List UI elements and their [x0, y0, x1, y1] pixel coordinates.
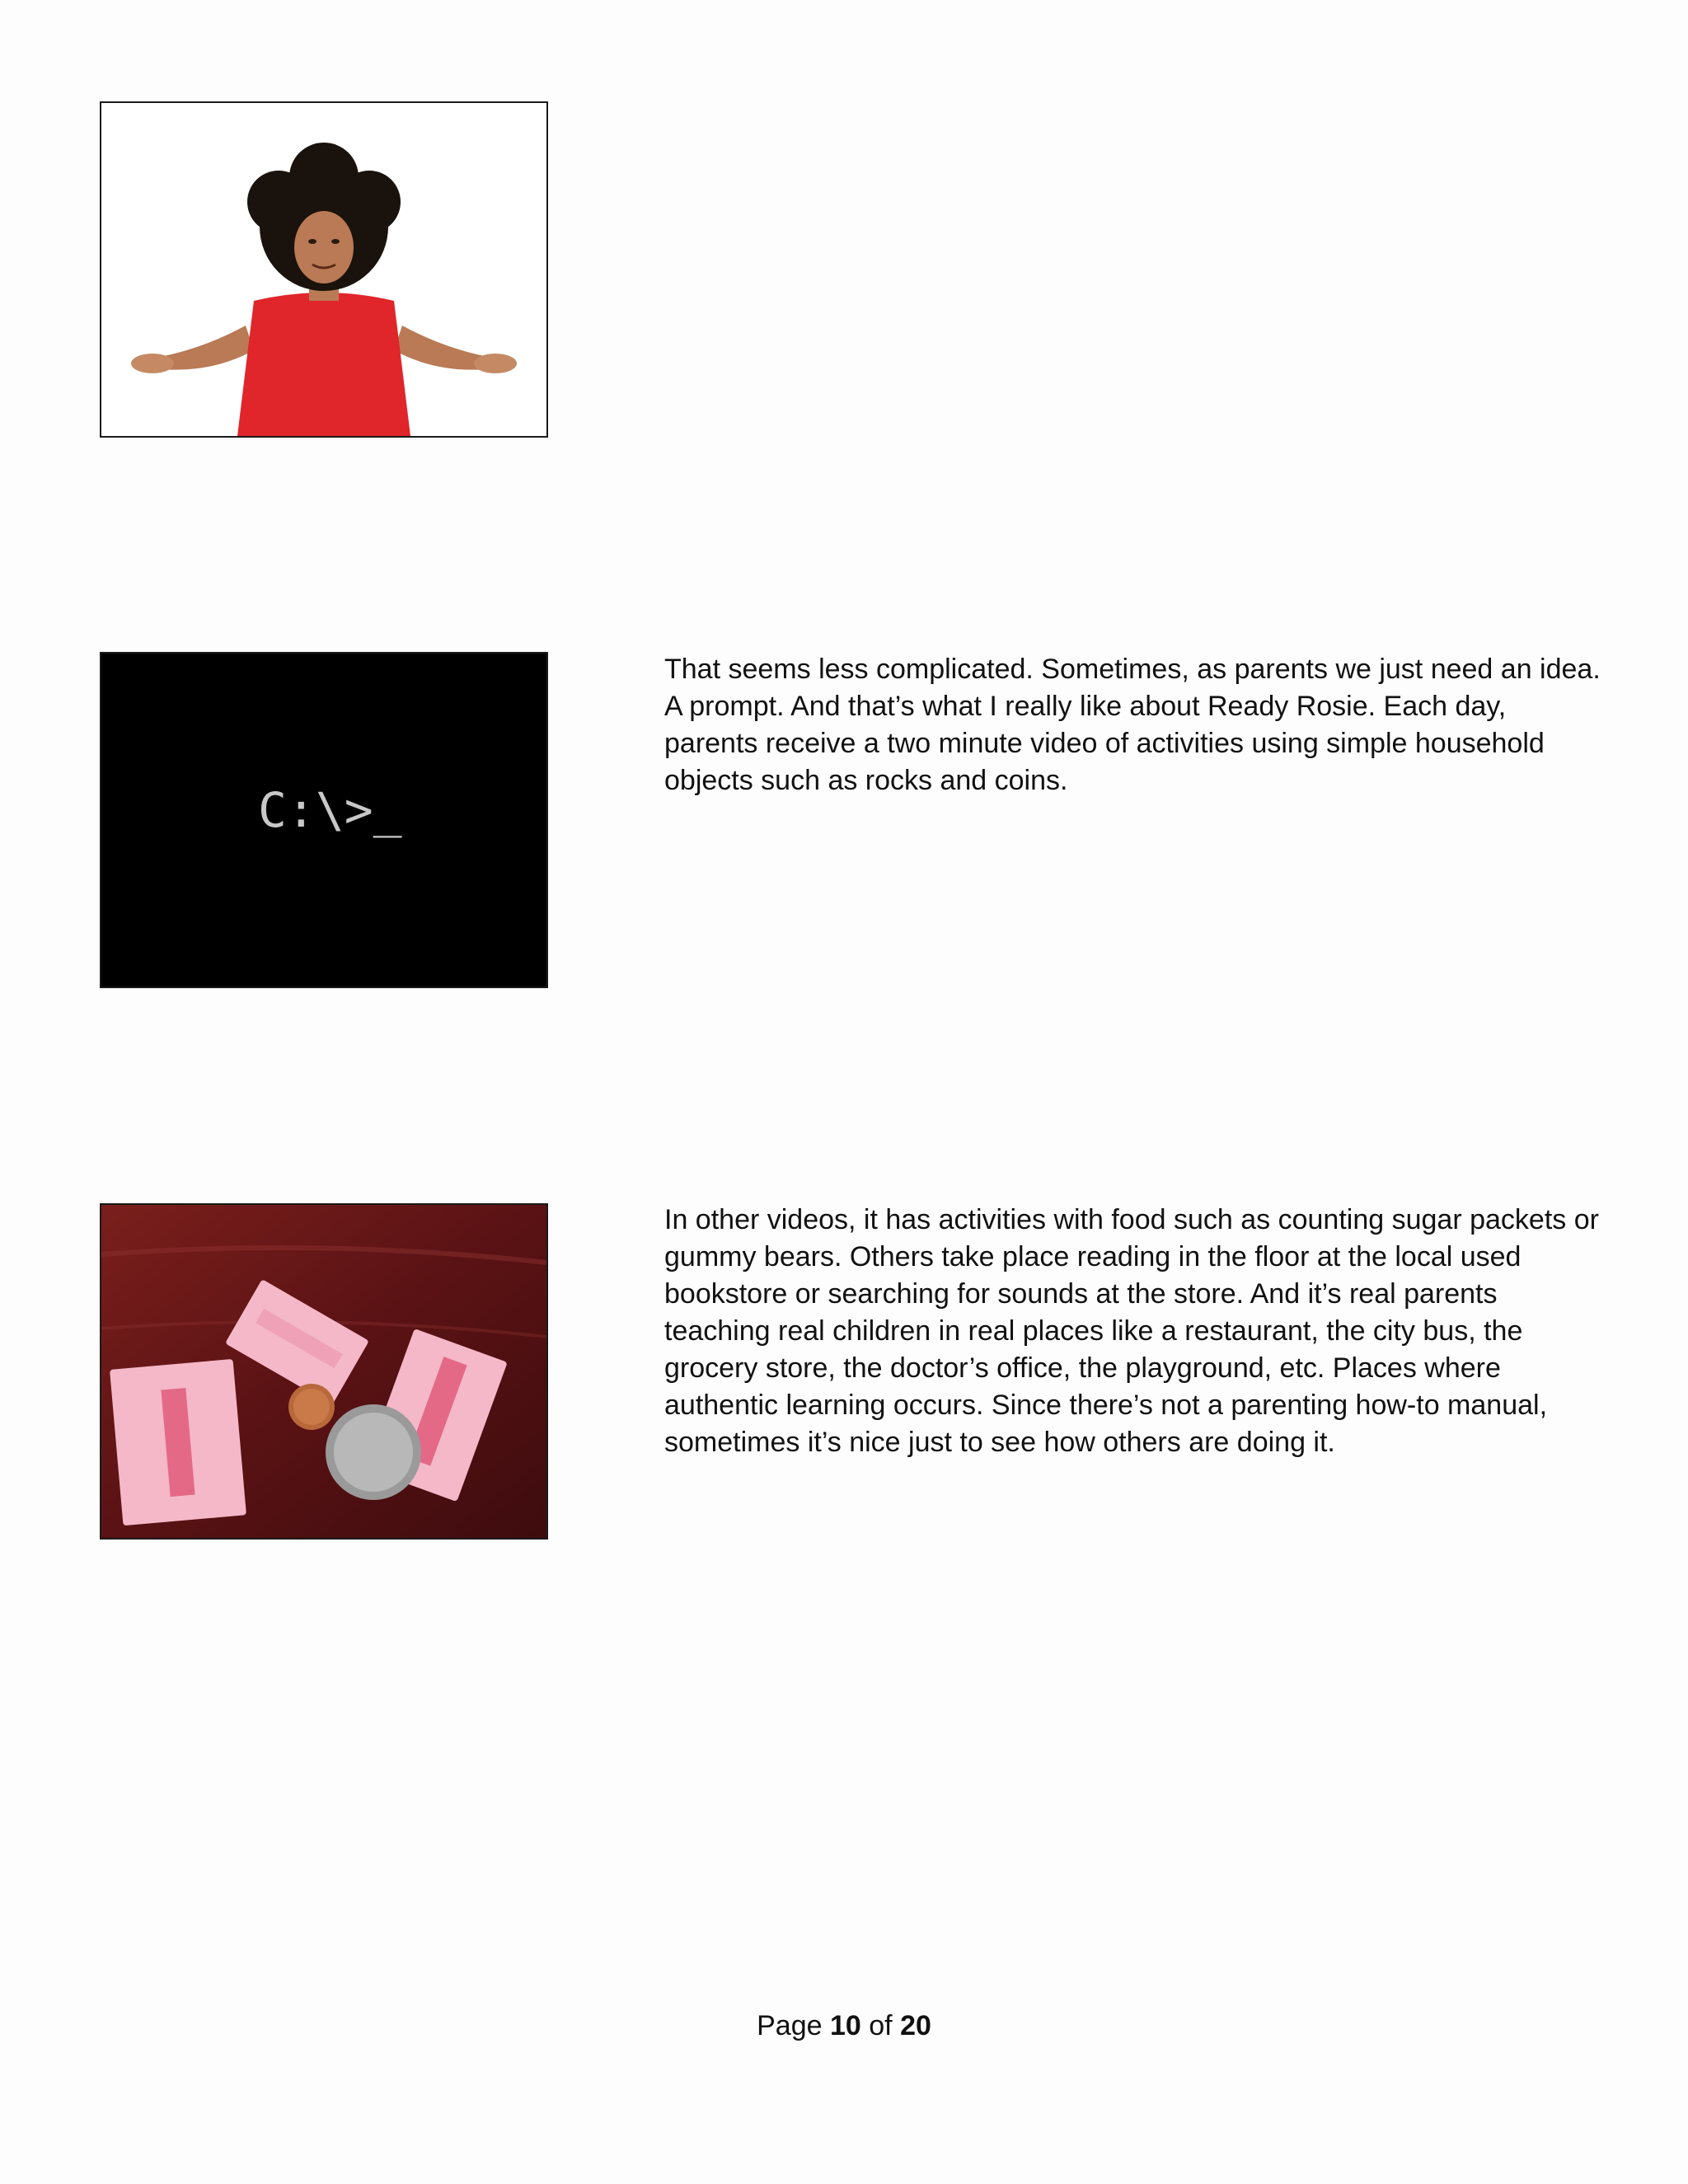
page-footer [0, 2008, 1688, 2045]
paragraph-ready-rosie-intro: That seems less complicated. Sometimes, as parents we just need an idea. A prompt. And that’s what I really like about Ready Rosie. Each day, parents receive a two minute video of activities using simple household objects such as rocks and coins. [664, 654, 1601, 796]
page-word: Page [757, 2010, 823, 2041]
command-prompt-image [100, 652, 548, 988]
total-pages-number: 20 [900, 2010, 931, 2041]
of-word: of [869, 2010, 893, 2041]
shrugging-man-image [100, 101, 548, 438]
paragraph-real-places: In other videos, it has activities with food such as counting sugar packets or gummy bears. Others take place reading in the floor at the local used bookstore or searching for sounds at the store. And it’s real parents teaching real children in real places like a restaurant, the city bus, the grocery store, the doctor’s office, the playground, etc. Places where authentic learning occurs. Since there’s not a parenting how-to manual, sometimes it’s nice just to see how others are doing it. [664, 1204, 1599, 1458]
current-page-number: 10 [829, 2010, 861, 2041]
sugar-packets-coins-image [100, 1203, 548, 1540]
prompt-text: C:\>_ [258, 782, 402, 838]
